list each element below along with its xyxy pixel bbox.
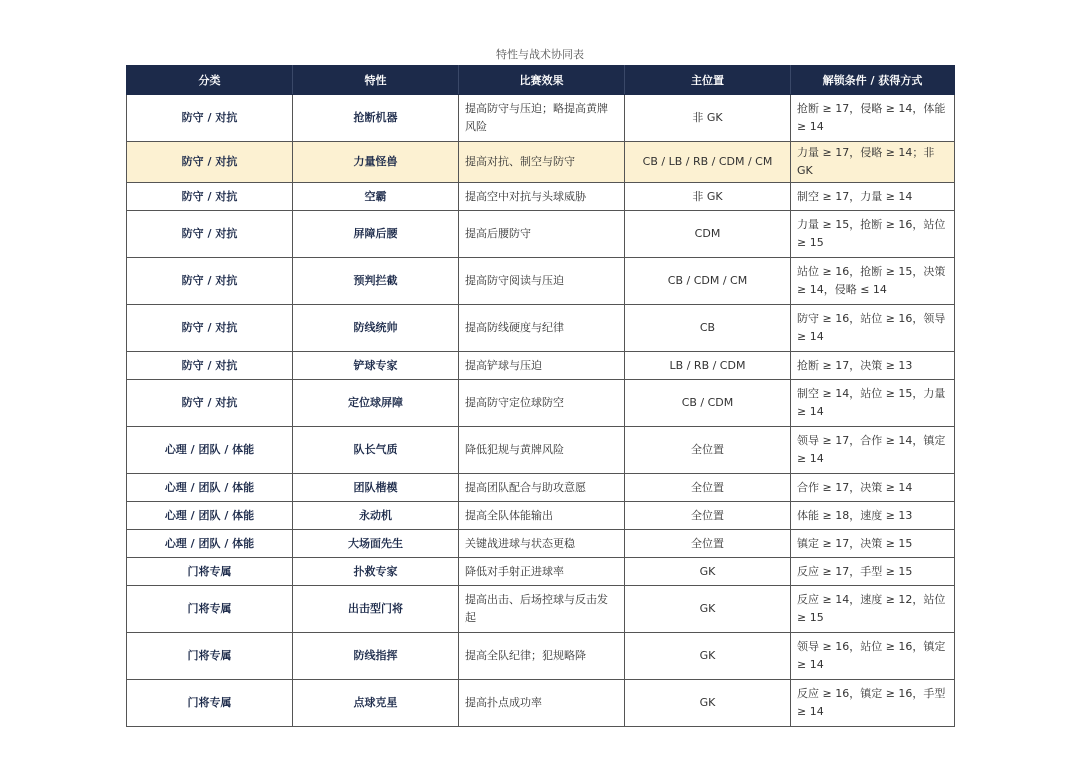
table-row — [127, 680, 955, 727]
cell-position: GK — [625, 633, 791, 680]
cell-category: 防守 / 对抗 — [127, 258, 293, 305]
cell-unlock: 防守 ≥ 16，站位 ≥ 16，领导 ≥ 14 — [791, 305, 955, 352]
cell-effect: 提高全队纪律；犯规略降 — [459, 633, 625, 680]
table-row — [127, 142, 955, 183]
cell-position: 全位置 — [625, 474, 791, 502]
cell-trait: 出击型门将 — [293, 586, 459, 633]
cell-effect: 提高对抗、制空与防守 — [459, 142, 625, 183]
cell-trait: 点球克星 — [293, 680, 459, 727]
cell-category: 防守 / 对抗 — [127, 211, 293, 258]
cell-position: CB / CDM — [625, 380, 791, 427]
cell-unlock: 镇定 ≥ 17，决策 ≥ 15 — [791, 530, 955, 558]
cell-unlock: 反应 ≥ 16，镇定 ≥ 16，手型 ≥ 14 — [791, 680, 955, 727]
cell-unlock: 力量 ≥ 17，侵略 ≥ 14；非 GK — [791, 142, 955, 183]
table-row — [127, 633, 955, 680]
table-row — [127, 380, 955, 427]
cell-category: 防守 / 对抗 — [127, 380, 293, 427]
cell-position: 全位置 — [625, 502, 791, 530]
table-row — [127, 211, 955, 258]
cell-effect: 降低对手射正进球率 — [459, 558, 625, 586]
cell-trait: 防线统帅 — [293, 305, 459, 352]
cell-trait: 永动机 — [293, 502, 459, 530]
cell-category: 心理 / 团队 / 体能 — [127, 474, 293, 502]
table-row — [127, 530, 955, 558]
cell-unlock: 力量 ≥ 15，抢断 ≥ 16，站位 ≥ 15 — [791, 211, 955, 258]
cell-category: 门将专属 — [127, 558, 293, 586]
cell-effect: 提高出击、后场控球与反击发起 — [459, 586, 625, 633]
table-row — [127, 352, 955, 380]
cell-effect: 提高防守定位球防空 — [459, 380, 625, 427]
cell-category: 防守 / 对抗 — [127, 183, 293, 211]
cell-effect: 提高后腰防守 — [459, 211, 625, 258]
cell-trait: 预判拦截 — [293, 258, 459, 305]
cell-trait: 大场面先生 — [293, 530, 459, 558]
cell-category: 门将专属 — [127, 633, 293, 680]
cell-trait: 力量怪兽 — [293, 142, 459, 183]
cell-unlock: 抢断 ≥ 17，决策 ≥ 13 — [791, 352, 955, 380]
header-category: 分类 — [127, 66, 293, 95]
cell-position: GK — [625, 586, 791, 633]
cell-unlock: 制空 ≥ 14，站位 ≥ 15，力量 ≥ 14 — [791, 380, 955, 427]
cell-effect: 降低犯规与黄牌风险 — [459, 427, 625, 474]
header-effect: 比赛效果 — [459, 66, 625, 95]
cell-unlock: 站位 ≥ 16，抢断 ≥ 15，决策 ≥ 14，侵略 ≤ 14 — [791, 258, 955, 305]
cell-category: 门将专属 — [127, 680, 293, 727]
cell-effect: 提高全队体能输出 — [459, 502, 625, 530]
trait-table — [126, 65, 955, 727]
cell-position: GK — [625, 558, 791, 586]
cell-position: LB / RB / CDM — [625, 352, 791, 380]
cell-category: 防守 / 对抗 — [127, 352, 293, 380]
cell-effect: 提高团队配合与助攻意愿 — [459, 474, 625, 502]
table-row — [127, 183, 955, 211]
cell-category: 防守 / 对抗 — [127, 142, 293, 183]
cell-trait: 扑救专家 — [293, 558, 459, 586]
table-header-row — [127, 66, 955, 95]
table-row — [127, 95, 955, 142]
header-unlock: 解锁条件 / 获得方式 — [791, 66, 955, 95]
cell-position: CDM — [625, 211, 791, 258]
table-row — [127, 474, 955, 502]
cell-effect: 提高防守与压迫；略提高黄牌风险 — [459, 95, 625, 142]
cell-trait: 团队楷模 — [293, 474, 459, 502]
table-row — [127, 427, 955, 474]
cell-category: 心理 / 团队 / 体能 — [127, 427, 293, 474]
cell-position: CB / LB / RB / CDM / CM — [625, 142, 791, 183]
cell-trait: 屏障后腰 — [293, 211, 459, 258]
cell-trait: 空霸 — [293, 183, 459, 211]
table-body — [127, 95, 955, 727]
header-position: 主位置 — [625, 66, 791, 95]
cell-unlock: 制空 ≥ 17，力量 ≥ 14 — [791, 183, 955, 211]
table-row — [127, 586, 955, 633]
cell-category: 心理 / 团队 / 体能 — [127, 502, 293, 530]
cell-unlock: 合作 ≥ 17，决策 ≥ 14 — [791, 474, 955, 502]
cell-trait: 抢断机器 — [293, 95, 459, 142]
cell-trait: 铲球专家 — [293, 352, 459, 380]
cell-effect: 关键战进球与状态更稳 — [459, 530, 625, 558]
cell-unlock: 领导 ≥ 16，站位 ≥ 16，镇定 ≥ 14 — [791, 633, 955, 680]
cell-position: 全位置 — [625, 530, 791, 558]
cell-category: 防守 / 对抗 — [127, 95, 293, 142]
cell-effect: 提高扑点成功率 — [459, 680, 625, 727]
cell-category: 心理 / 团队 / 体能 — [127, 530, 293, 558]
table-row — [127, 502, 955, 530]
cell-effect: 提高铲球与压迫 — [459, 352, 625, 380]
cell-position: 非 GK — [625, 183, 791, 211]
cell-unlock: 体能 ≥ 18，速度 ≥ 13 — [791, 502, 955, 530]
cell-category: 防守 / 对抗 — [127, 305, 293, 352]
cell-effect: 提高防线硬度与纪律 — [459, 305, 625, 352]
cell-unlock: 领导 ≥ 17，合作 ≥ 14，镇定 ≥ 14 — [791, 427, 955, 474]
cell-position: CB / CDM / CM — [625, 258, 791, 305]
cell-position: GK — [625, 680, 791, 727]
table-caption: 特性与战术协同表 — [496, 48, 584, 61]
table-row — [127, 258, 955, 305]
table-row — [127, 558, 955, 586]
cell-effect: 提高防守阅读与压迫 — [459, 258, 625, 305]
cell-unlock: 反应 ≥ 17，手型 ≥ 15 — [791, 558, 955, 586]
cell-unlock: 反应 ≥ 14，速度 ≥ 12，站位 ≥ 15 — [791, 586, 955, 633]
cell-unlock: 抢断 ≥ 17，侵略 ≥ 14，体能 ≥ 14 — [791, 95, 955, 142]
header-trait: 特性 — [293, 66, 459, 95]
cell-trait: 防线指挥 — [293, 633, 459, 680]
cell-trait: 定位球屏障 — [293, 380, 459, 427]
cell-effect: 提高空中对抗与头球威胁 — [459, 183, 625, 211]
table-row — [127, 305, 955, 352]
cell-position: 全位置 — [625, 427, 791, 474]
cell-position: CB — [625, 305, 791, 352]
cell-category: 门将专属 — [127, 586, 293, 633]
cell-trait: 队长气质 — [293, 427, 459, 474]
cell-position: 非 GK — [625, 95, 791, 142]
